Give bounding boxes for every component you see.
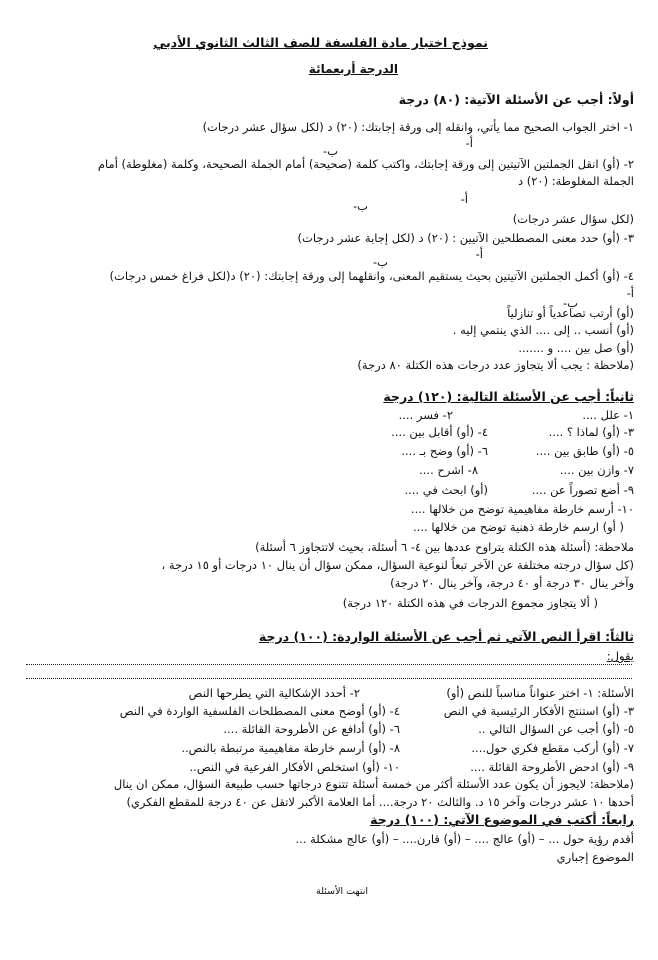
s2-note1: ملاحظة: (أسئلة هذه الكتلة يتراوح عددها بين ٤- ٦ أسئلة، بحيث لاتتجاوز ٦ أسئلة) bbox=[255, 540, 634, 554]
s2-q3: ٣- (أو) لماذا ؟ .... bbox=[548, 425, 634, 439]
s1-q3-a: أ- bbox=[475, 247, 483, 261]
exam-title: نموذج اختبار مادة الفلسفة للصف الثالث الثانوي الأدبي bbox=[153, 35, 488, 50]
s2-q9: ٩- أضع تصوراً عن .... bbox=[531, 483, 634, 497]
s3-q2: ٢- أحدد الإشكالية التي يطرحها النص bbox=[188, 686, 360, 700]
s3-q4: ٤- (أو) أوضح معنى المصطلحات الفلسفية الواردة في النص bbox=[119, 704, 400, 718]
s3-dotted-line-2 bbox=[26, 678, 632, 679]
s2-q5: ٥- (أو) طابق بين .... bbox=[535, 444, 634, 458]
s2-q10b: ( أو) ارسم خارطة ذهنية توضح من خلالها .... bbox=[413, 520, 624, 534]
s1-q3-b: ب- bbox=[373, 255, 388, 269]
s2-q9-alt: (أو) ابحث في .... bbox=[404, 483, 488, 497]
end-of-questions: انتهت الأسئلة bbox=[316, 886, 368, 897]
s1-q4-b: ب- bbox=[563, 296, 578, 310]
s1-q1-b: ب- bbox=[323, 144, 338, 158]
s1-q2-line2: الجملة المغلوطة: (٢٠) د bbox=[517, 174, 634, 188]
grade-total: الدرجة أربعمائة bbox=[308, 62, 398, 76]
s3-q3: ٣- (أو) استنتج الأفكار الرئيسية في النص bbox=[443, 704, 634, 718]
s3-q9: ٩- (أو) ادحض الأطروحة القائلة .... bbox=[470, 760, 634, 774]
s3-q7: ٧- (أو) أركب مقطع فكري حول.... bbox=[471, 741, 634, 755]
s2-q2: ٢- فسر .... bbox=[398, 408, 453, 422]
s1-opt1: (أو) أرتب تصاعدياً أو تنازلياً bbox=[507, 306, 634, 320]
s3-q8: ٨- (أو) أرسم خارطة مفاهيمية مرتبطة بالنص.. bbox=[181, 741, 400, 755]
section1-heading: أولاً: أجب عن الأسئلة الآتية: (٨٠) درجة bbox=[398, 92, 634, 107]
s2-q8: ٨- اشرح .... bbox=[419, 463, 478, 477]
s2-note2: (كل سؤال درجته مختلفة عن الآخر تبعاً لنوعية السؤال، ممكن سؤال أن ينال ١٠ درجات أو ١٥ درجة ، bbox=[161, 558, 634, 572]
s1-q1: ١- اختر الجواب الصحيح مما يأتي، وانقله إلى ورقة إجابتك: (٢٠) د (لكل سؤال عشر درجات) bbox=[202, 120, 634, 134]
s1-q1-a: أ- bbox=[465, 136, 473, 150]
s3-q10: ١٠- (أو) استخلص الأفكار الفرعية في النص.. bbox=[189, 760, 400, 774]
s1-q4: ٤- (أو) أكمل الجملتين الآتيتين بحيث يستقيم المعنى، وانقلهما إلى ورقة إجابتك: (٢٠) د(لكل فراغ خمس درجات) bbox=[109, 269, 634, 283]
s4-line2: الموضوع إجباري bbox=[556, 850, 634, 864]
s1-q2-note: (لكل سؤال عشر درجات) bbox=[512, 212, 634, 226]
s1-opt2: (أو) أنسب .. إلى .... الذي ينتمي إليه . bbox=[452, 323, 634, 337]
s3-note1: (ملاحظة: لايجوز أن يكون عدد الأسئلة أكثر من خمسة أسئلة تتنوع درجاتها حسب طبيعة السؤال، ممكن ان ينال bbox=[113, 777, 634, 791]
s3-dotted-line-1 bbox=[26, 664, 632, 665]
s2-q10a: ١٠- أرسم خارطة مفاهيمية توضح من خلالها .... bbox=[410, 502, 634, 516]
s3-q5: ٥- (أو) أجب عن السؤال التالي .. bbox=[478, 722, 634, 736]
section2-heading: ثانياً: أجب عن الأسئلة التالية: (١٢٠) درجة bbox=[383, 389, 634, 404]
s1-q3: ٣- (أو) حدد معنى المصطلحين الآتيين : (٢٠) د (لكل إجابة عشر درجات) bbox=[297, 231, 634, 245]
s3-q6: ٦- (أو) أدافع عن الأطروحة القائلة .... bbox=[223, 722, 400, 736]
s2-q6: ٦- (أو) وضح بـ .... bbox=[401, 444, 488, 458]
s1-q4-a: أ- bbox=[626, 286, 634, 300]
s2-q1: ١- علل .... bbox=[582, 408, 634, 422]
s1-note: (ملاحظة : يجب ألا يتجاوز عدد درجات هذه الكتلة ٨٠ درجة) bbox=[357, 358, 634, 372]
section3-heading: ثالثاً: اقرأ النص الآتي ثم أجب عن الأسئلة الواردة: (١٠٠) درجة bbox=[258, 629, 634, 644]
s2-q7: ٧- وازن بين .... bbox=[559, 463, 634, 477]
s3-note2: أحدها ١٠ عشر درجات وآخر ١٥ د. والثالث ٢٠ درجة.... أما العلامة الأكبر لاتقل عن ٤٠ درجة للمقطع الفكري) bbox=[126, 795, 634, 809]
s2-note4: ( ألا يتجاوز مجموع الدرجات في هذه الكتلة ١٢٠ درجة) bbox=[342, 596, 598, 610]
s2-q4: ٤- (أو) أقابل بين .... bbox=[391, 425, 488, 439]
s3-q1: الأسئلة: ١- اختر عنواناً مناسباً للنص (أو) bbox=[446, 686, 634, 700]
s1-q2-a: أ- bbox=[460, 192, 468, 206]
s1-opt3: (أو) صل بين .... و ....... bbox=[518, 341, 634, 355]
s1-q2-b: ب- bbox=[353, 199, 368, 213]
s2-note3: وآخر ينال ٣٠ درجة أو ٤٠ درجة، وآخر ينال ٢٠ درجة) bbox=[390, 576, 634, 590]
section4-heading: رابعاً: أكتب في الموضوع الآتي: (١٠٠) درجة bbox=[370, 812, 634, 827]
s3-says: يقول: bbox=[606, 649, 634, 663]
s4-line1: أقدم رؤية حول ... – (أو) عالج .... – (أو) قارن.... – (أو) عالج مشكلة ... bbox=[295, 832, 634, 846]
s1-q2-line1: ٢- (أو) انقل الجملتين الآتيتين إلى ورقة إجابتك، واكتب كلمة (صحيحة) أمام الجملة الصحيحة، وكلمة (مغلوطة) أمام bbox=[97, 157, 634, 171]
